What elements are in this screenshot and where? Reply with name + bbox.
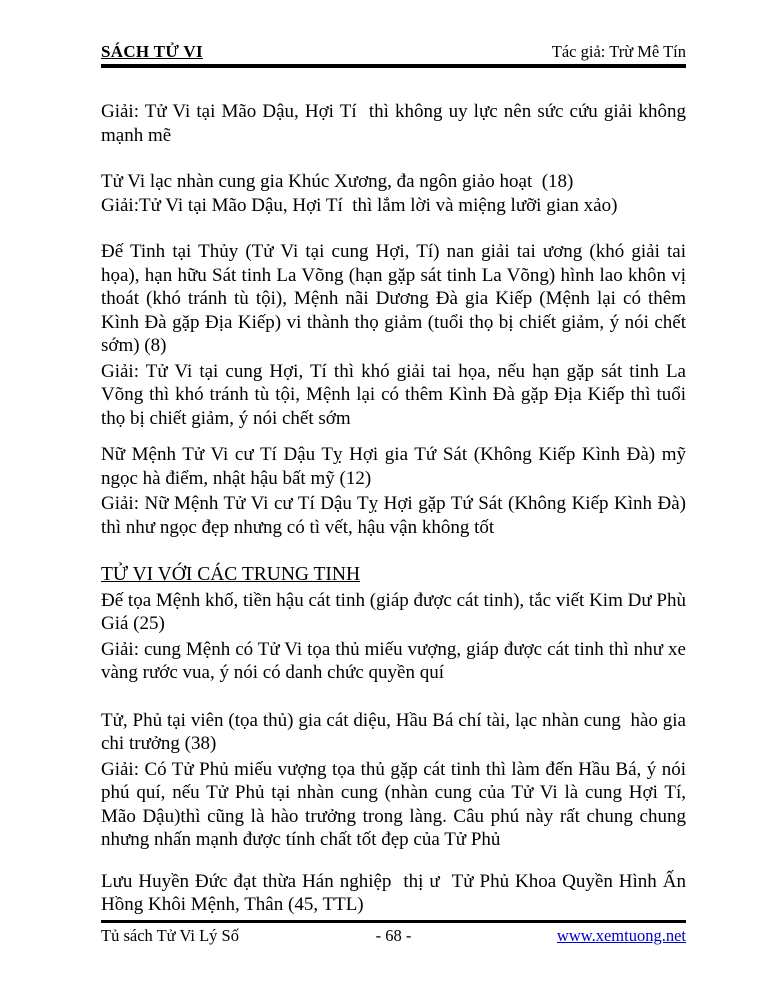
author-credit: Tác giả: Trừ Mê Tín (551, 42, 686, 61)
paragraph-de-tinh-tai-thuy: Đế Tinh tại Thủy (Tử Vi tại cung Hợi, Tí) nan giải tai ương (khó giải tai họa), hạn hữu Sát tinh La Võng (hạn gặp sát tinh La Võng) hình lao khôn vị thoát (khó tránh tù tội), Mệnh nãi Dương Đà gia Kiếp (Mệnh lại có thêm Kình Đà gặp Địa Kiếp) vi thành thọ giảm (tuổi thọ bị chiết giảm, ý nói chết sớm) (8) (101, 241, 686, 356)
paragraph-giai-kho-giai: Giải: Tử Vi tại cung Hợi, Tí thì khó giải tai họa, nếu hạn gặp sát tinh La Võng thì khó tránh tù tội, Mệnh lại có thêm Kình Đà gặp Địa Kiếp thì tuổi thọ bị chiết giảm, ý nói chết sớm (101, 360, 686, 429)
book-title: SÁCH TỬ VI (101, 42, 203, 61)
footer-series-title: Tủ sách Tử Vi Lý Số (101, 926, 239, 945)
paragraph-luu-huyen-duc: Lưu Huyền Đức đạt thừa Hán nghiệp thị ư Tử Phủ Khoa Quyền Hình Ấn Hồng Khôi Mệnh, Thân (45, TTL) (101, 870, 686, 915)
paragraph-tu-phu-tai-vien: Tử, Phủ tại viên (tọa thủ) gia cát diệu, Hầu Bá chí tài, lạc nhàn cung hào gia chi trưởng (38) (101, 709, 686, 754)
paragraph-giai-hau-ba: Giải: Có Tử Phủ miếu vượng tọa thủ gặp cát tinh thì làm đến Hầu Bá, ý nói phú quí, nếu Tử Phủ tại nhàn cung (nhàn cung của Tử Vi là cung Hợi Tí, Mão Dậu)thì cũng là hào trưởng trong làng. Câu phú này rất chung chung nhưng nhấn mạnh được tính chất tốt đẹp của Tử Phủ (101, 758, 686, 850)
paragraph-nu-menh: Nữ Mệnh Tử Vi cư Tí Dậu Tỵ Hợi gia Tứ Sát (Không Kiếp Kình Đà) mỹ ngọc hà điểm, nhật hậu bất mỹ (12) (101, 444, 686, 489)
page-footer (101, 920, 686, 946)
footer-website-link[interactable]: www.xemtuong.net (556, 926, 686, 945)
paragraph-de-toa-menh-kho: Đế tọa Mệnh khố, tiền hậu cát tinh (giáp được cát tinh), tắc viết Kim Dư Phù Giá (25) (101, 589, 686, 634)
paragraph-giai-mao-dau: Giải: Tử Vi tại Mão Dậu, Hợi Tí thì không uy lực nên sức cứu giải không mạnh mẽ (101, 101, 686, 146)
section-heading-trung-tinh: TỬ VI VỚI CÁC TRUNG TINH (101, 564, 361, 585)
header-divider (101, 64, 686, 68)
page-margins (101, 0, 686, 917)
paragraph-giai-nu-menh: Giải: Nữ Mệnh Tử Vi cư Tí Dậu Tỵ Hợi gặp Tứ Sát (Không Kiếp Kình Đà) thì như ngọc đẹp nhưng có tì vết, hậu vận không tốt (101, 493, 686, 538)
page-content (101, 100, 686, 917)
footer-page-number: - 68 - (375, 926, 412, 945)
paragraph-tu-vi-lac-nhan: Tử Vi lạc nhàn cung gia Khúc Xương, đa ngôn giảo hoạt (18) (101, 171, 574, 192)
paragraph-giai-kim-du: Giải: cung Mệnh có Tử Vi tọa thủ miếu vượng, giáp được cát tinh thì như xe vàng rước vua, ý nói có danh chức quyền quí (101, 638, 686, 683)
footer-row (101, 926, 686, 946)
page-header (101, 0, 686, 62)
footer-divider (101, 920, 686, 923)
footer-link-wrap (491, 926, 686, 946)
paragraph-giai-lam-loi: Giải:Tử Vi tại Mão Dậu, Hợi Tí thì lắm lời và miệng lưỡi gian xảo) (101, 194, 618, 216)
